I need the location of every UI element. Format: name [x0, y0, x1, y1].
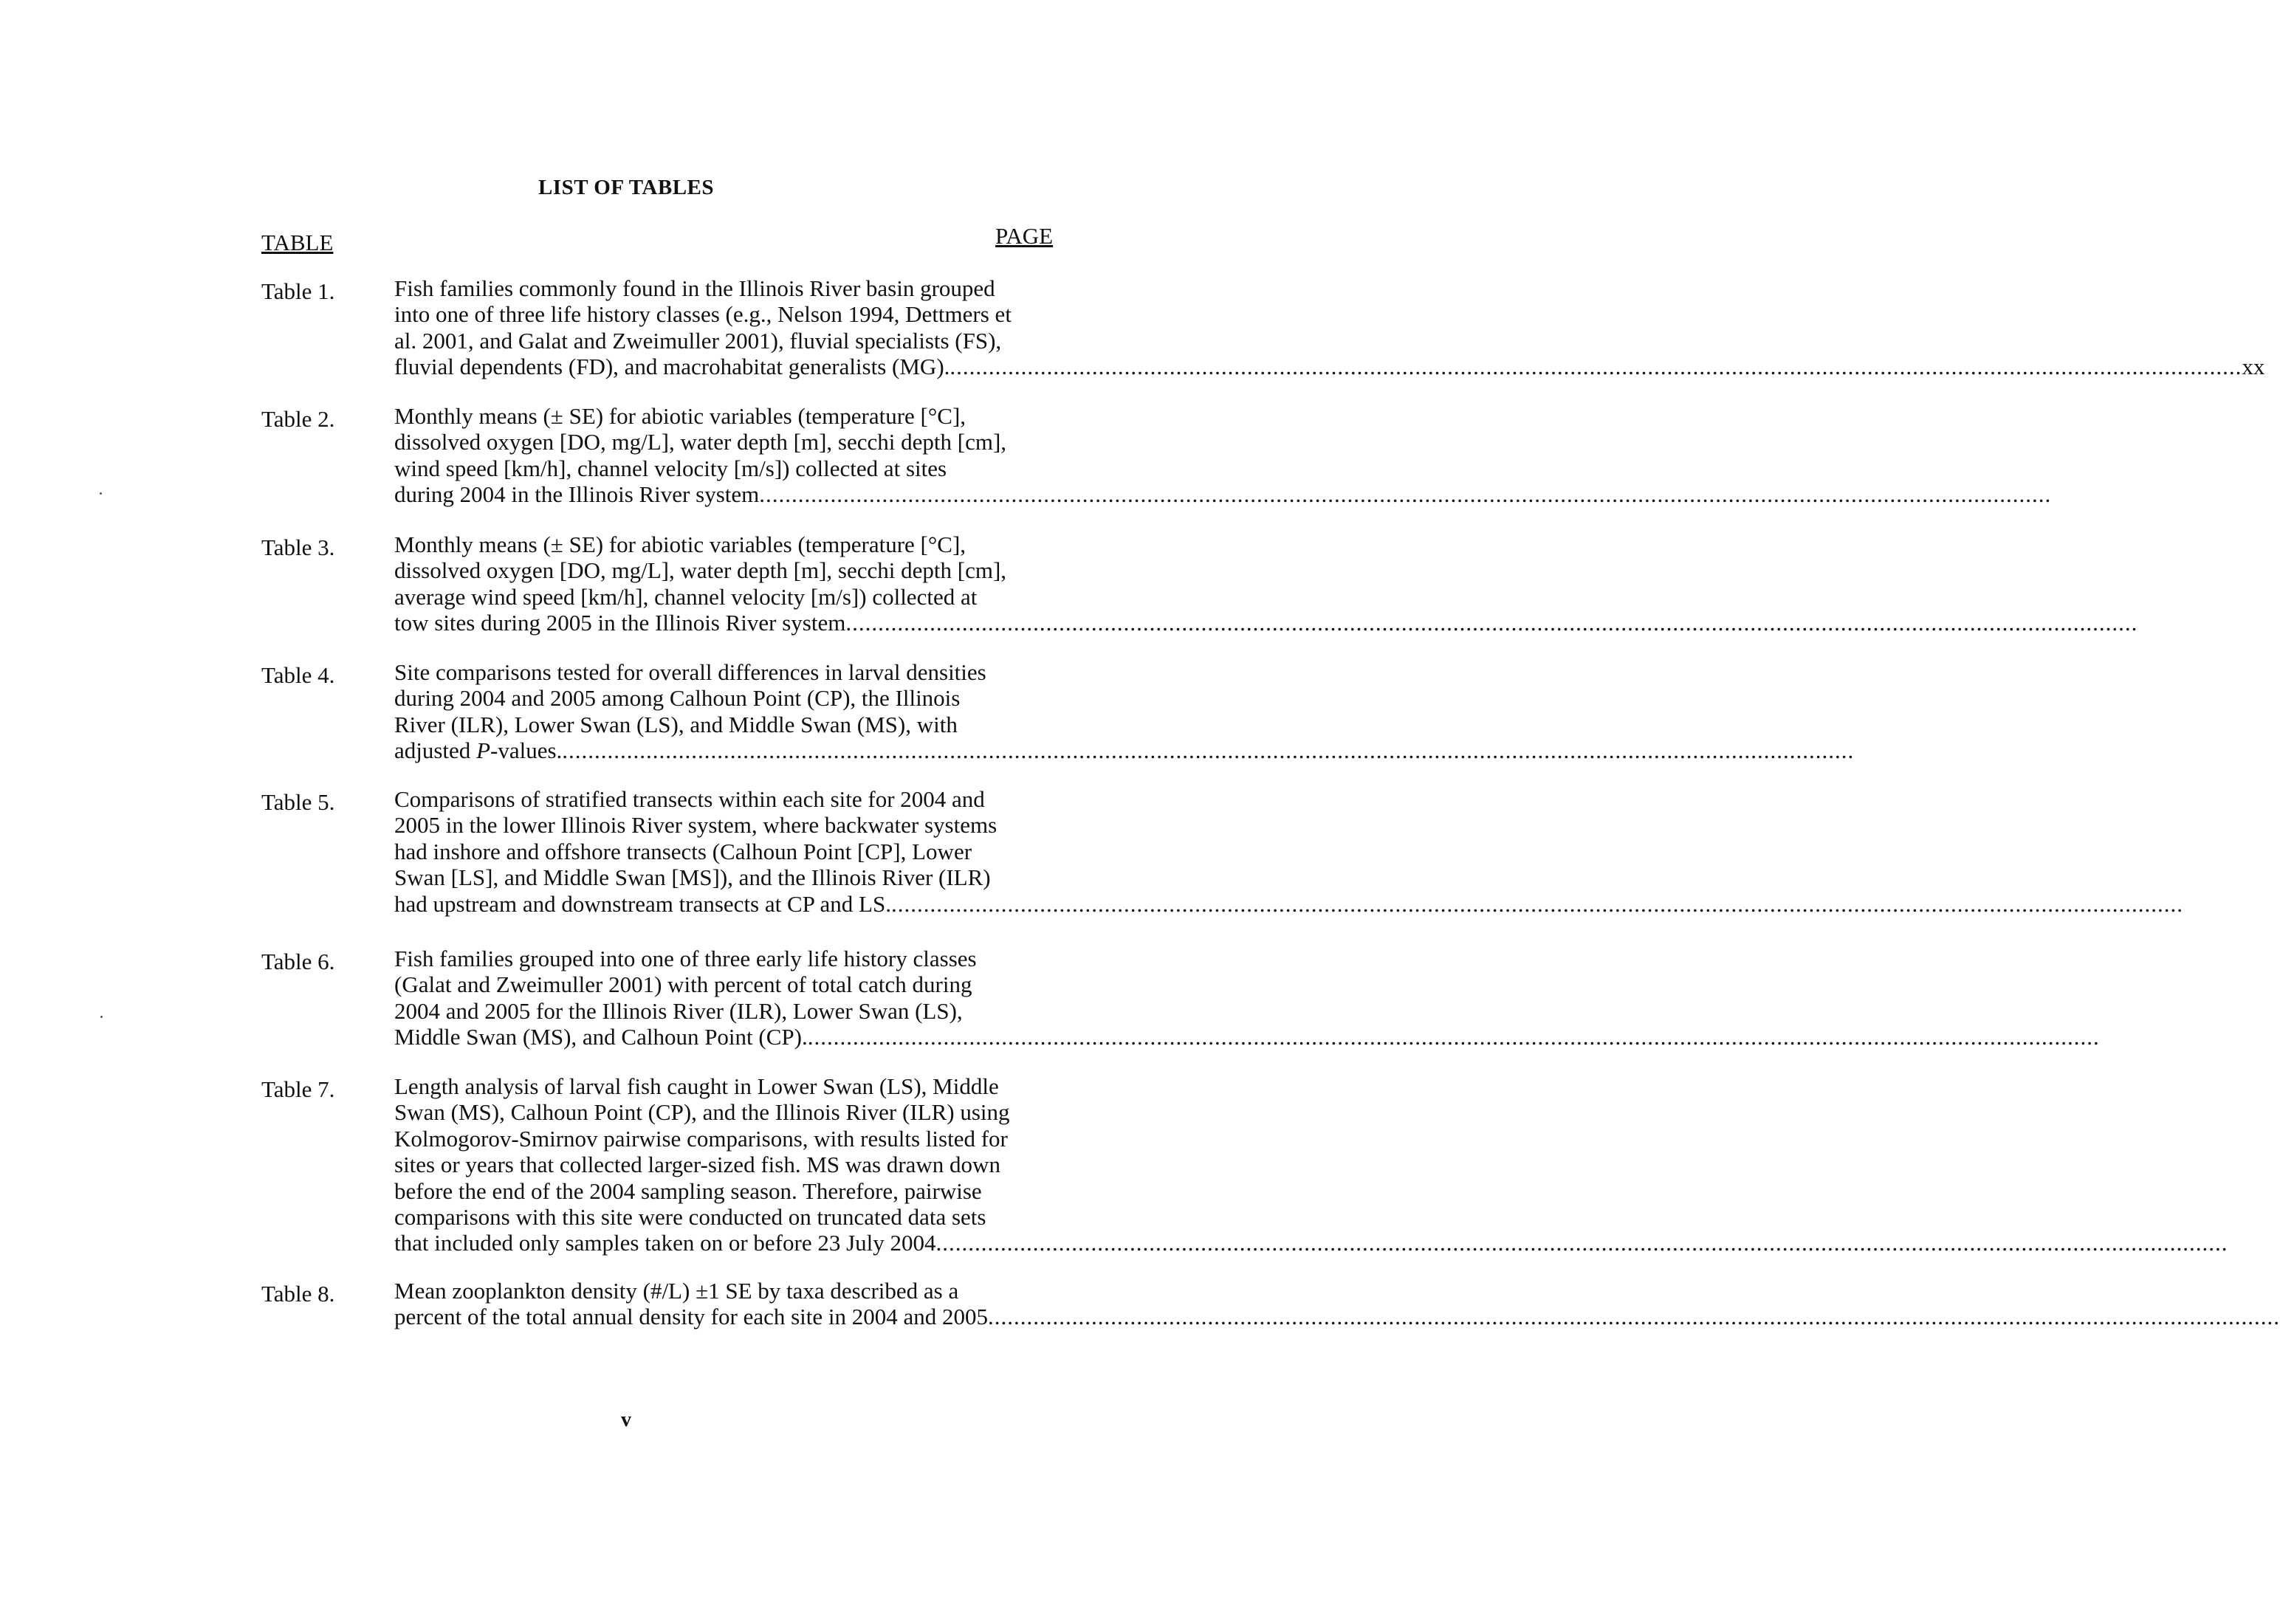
table-description [394, 1073, 2228, 1256]
description-line: Mean zooplankton density (#/L) ±1 SE by taxa described as a [394, 1278, 959, 1304]
description-last-line [394, 1024, 2100, 1050]
description-line: dissolved oxygen [DO, mg/L], water depth [m], secchi depth [cm], [394, 429, 1007, 455]
description-line: adjusted P-values. [394, 737, 563, 764]
table-label: Table 3. [261, 534, 335, 560]
description-line: Swan (MS), Calhoun Point (CP), and the Illinois River (ILR) using [394, 1099, 1010, 1126]
description-line: 2004 and 2005 for the Illinois River (ILR), Lower Swan (LS), [394, 997, 963, 1024]
table-label: Table 6. [261, 949, 335, 974]
table-label: Table 5. [261, 789, 335, 815]
description-last-line [394, 610, 2138, 636]
description-line: Length analysis of larval fish caught in Lower Swan (LS), Middle [394, 1073, 999, 1099]
table-description [394, 275, 2265, 380]
description-line: percent of the total annual density for each site in 2004 and 2005 [394, 1304, 989, 1330]
description-line: Comparisons of stratified transects within each site for 2004 and [394, 786, 985, 812]
description-line: River (ILR), Lower Swan (LS), and Middle Swan (MS), with [394, 711, 958, 737]
table-description [394, 786, 2183, 917]
description-line: Kolmogorov-Smirnov pairwise comparisons, with results listed for [394, 1125, 1008, 1152]
table-description [394, 403, 2052, 508]
leader-dots: ........................................................................................................................................................................................................ [562, 737, 1855, 764]
leader-dots: ........................................................................................................................................................................................................ [759, 481, 2052, 508]
description-line: Middle Swan (MS), and Calhoun Point (CP). [394, 1024, 808, 1050]
table-label: Table 7. [261, 1076, 335, 1102]
description-line: before the end of the 2004 sampling season. Therefore, pairwise [394, 1177, 982, 1204]
description-line: during 2004 in the Illinois River system [394, 481, 760, 508]
description-line: into one of three life history classes (e.g., Nelson 1994, Dettmers et [394, 301, 1012, 328]
description-last-line [394, 1304, 2280, 1330]
table-label: Table 8. [261, 1281, 335, 1307]
description-line: had inshore and offshore transects (Calhoun Point [CP], Lower [394, 838, 972, 864]
description-last-line [394, 1230, 2228, 1256]
description-last-line [394, 737, 1855, 764]
description-line: al. 2001, and Galat and Zweimuller 2001), fluvial specialists (FS), [394, 327, 1002, 354]
scan-speck [100, 1016, 103, 1018]
description-line: sites or years that collected larger-sized fish. MS was drawn down [394, 1152, 1000, 1178]
description-line: Monthly means (± SE) for abiotic variables (temperature [°C], [394, 531, 966, 557]
page-title: LIST OF TABLES [538, 176, 715, 199]
scan-speck [100, 492, 102, 495]
page-number: v [621, 1408, 631, 1431]
description-line: dissolved oxygen [DO, mg/L], water depth [m], secchi depth [cm], [394, 557, 1007, 584]
description-line: 2005 in the lower Illinois River system, where backwater systems [394, 812, 998, 839]
description-line: that included only samples taken on or before 23 July 2004 [394, 1230, 936, 1256]
description-line: tow sites during 2005 in the Illinois River system [394, 610, 846, 636]
description-last-line [394, 890, 2183, 917]
table-label: Table 4. [261, 662, 335, 688]
leader-dots: ........................................................................................................................................................................................................ [950, 354, 2242, 380]
description-line: during 2004 and 2005 among Calhoun Point (CP), the Illinois [394, 685, 961, 712]
description-line: Site comparisons tested for overall differences in larval densities [394, 659, 986, 685]
description-line: comparisons with this site were conducted on truncated data sets [394, 1204, 986, 1231]
description-last-line [394, 481, 2052, 508]
leader-dots: ........................................................................................................................................................................................................ [845, 610, 2138, 636]
description-line: wind speed [km/h], channel velocity [m/s]) collected at sites [394, 455, 947, 481]
page-column-header: PAGE [995, 223, 1054, 249]
description-line: Fish families grouped into one of three early life history classes [394, 946, 977, 971]
description-last-line [394, 354, 2265, 380]
table-description [394, 531, 2138, 636]
table-description [394, 1278, 2280, 1330]
table-label: Table 1. [261, 278, 335, 304]
description-line: average wind speed [km/h], channel velocity [m/s]) collected at [394, 583, 978, 610]
table-label: Table 2. [261, 406, 335, 432]
leader-dots: ........................................................................................................................................................................................................ [988, 1304, 2280, 1330]
description-line: Monthly means (± SE) for abiotic variables (temperature [°C], [394, 403, 966, 429]
italic-p: P [476, 737, 490, 764]
description-line: (Galat and Zweimuller 2001) with percent of total catch during [394, 971, 972, 998]
description-line: had upstream and downstream transects at CP and LS. [394, 890, 891, 917]
leader-dots: ........................................................................................................................................................................................................ [807, 1024, 2100, 1050]
description-line: fluvial dependents (FD), and macrohabitat generalists (MG). [394, 354, 950, 380]
page-reference: xx [2242, 354, 2265, 380]
leader-dots: ........................................................................................................................................................................................................ [935, 1230, 2228, 1256]
table-description [394, 659, 1855, 764]
description-line: Fish families commonly found in the Illinois River basin grouped [394, 275, 995, 301]
description-line: Swan [LS], and Middle Swan [MS]), and the Illinois River (ILR) [394, 864, 991, 891]
table-column-header: TABLE [261, 230, 334, 255]
leader-dots: ........................................................................................................................................................................................................ [890, 890, 2183, 917]
table-description [394, 946, 2100, 1050]
